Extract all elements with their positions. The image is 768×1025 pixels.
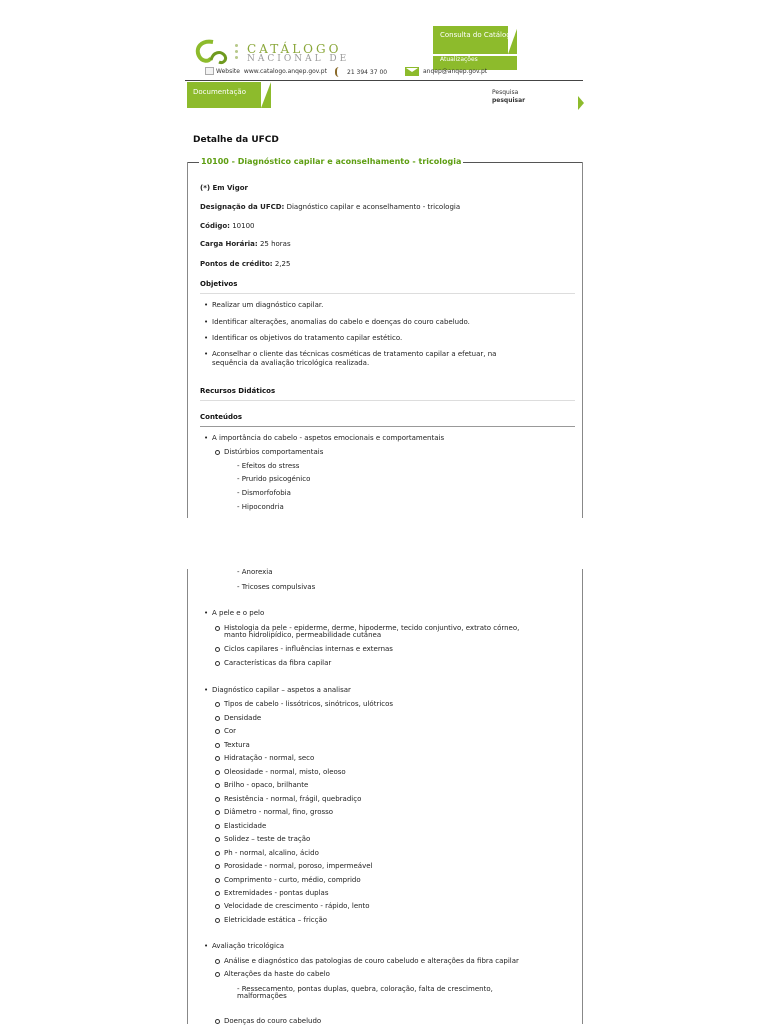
conteudo-section: • Diagnóstico capilar – aspetos a analisar xyxy=(212,686,351,694)
carga-label: Carga Horária: xyxy=(200,240,258,248)
conteudo-subitem-cont: malformações xyxy=(237,992,287,1000)
status-label: (*) Em Vigor xyxy=(200,184,248,192)
pontos-row xyxy=(200,260,290,268)
header-divider xyxy=(185,80,583,81)
logo-dots xyxy=(235,44,241,62)
website-alt: Website xyxy=(216,67,240,75)
fieldset-border-right-cont xyxy=(582,569,583,1024)
website-url: www.catalogo.anqep.gov.pt xyxy=(243,67,327,75)
conteudo-section: • A importância do cabelo - aspetos emocionais e comportamentais xyxy=(212,434,444,442)
conteudo-subsection: Alterações da haste do cabelo xyxy=(224,970,330,978)
conteudo-subsection: Ciclos capilares - influências internas e externas xyxy=(224,645,393,653)
objetivos-heading: Objetivos xyxy=(200,280,238,288)
codigo-value: 10100 xyxy=(232,222,255,230)
objetivo-item: • Aconselhar o cliente das técnicas cosméticas de tratamento capilar a efetuar, na xyxy=(212,350,496,358)
conteudo-subsection: Textura xyxy=(224,741,250,749)
conteudo-subsection: Extremidades - pontas duplas xyxy=(224,889,329,897)
conteudo-section: • Avaliação tricológica xyxy=(212,942,284,950)
conteudo-subsection: Cor xyxy=(224,727,237,735)
conteudo-subsection: Velocidade de crescimento - rápido, lento xyxy=(224,902,370,910)
conteudo-subitem: - Efeitos do stress xyxy=(237,462,300,470)
email-contact[interactable] xyxy=(405,67,487,76)
fieldset-border-left xyxy=(187,162,188,518)
codigo-label: Código: xyxy=(200,222,230,230)
phone-contact xyxy=(335,67,387,77)
tab-consulta-catalogo[interactable]: Consulta do Catálogo xyxy=(433,26,517,54)
conteudo-subsection: Densidade xyxy=(224,714,262,722)
conteudo-subitem: - Dismorfofobia xyxy=(237,489,291,497)
carga-value: 25 horas xyxy=(259,240,291,248)
pontos-value: 2,25 xyxy=(274,260,291,268)
carga-row xyxy=(200,240,291,248)
objetivo-item: • Realizar um diagnóstico capilar. xyxy=(212,301,323,309)
conteudo-subsection: Diâmetro - normal, fino, grosso xyxy=(224,808,334,816)
conteudo-subsection: Resistência - normal, frágil, quebradiço xyxy=(224,795,362,803)
conteudo-subsection: Análise e diagnóstico das patologias de couro cabeludo e alterações da fibra capilar xyxy=(224,957,519,965)
objetivo-item-cont: sequência da avaliação tricológica realizada. xyxy=(212,359,370,367)
logo-subtitle: NACIONAL DE xyxy=(247,54,350,64)
conteudo-subsection: Porosidade - normal, poroso, impermeável xyxy=(224,862,373,870)
conteudo-subsection: Solidez – teste de tração xyxy=(224,835,311,843)
conteudo-subitem: - Anorexia xyxy=(237,568,273,576)
designacao-label: Designação da UFCD: xyxy=(200,203,285,211)
conteudo-section: • A pele e o pelo xyxy=(212,609,264,617)
conteudo-subsection: Tipos de cabelo - lissótricos, sinótricos, ulótricos xyxy=(224,700,394,708)
arrow-right-icon[interactable] xyxy=(578,96,584,110)
search-link[interactable]: pesquisar xyxy=(492,97,526,104)
email-address: anqep@anqep.gov.pt xyxy=(423,68,488,75)
logo-mark-icon xyxy=(193,38,229,66)
conteudo-subsection: Brilho - opaco, brilhante xyxy=(224,781,309,789)
recursos-rule xyxy=(200,400,575,401)
page-title: Detalhe da UFCD xyxy=(193,135,279,145)
conteudo-subitem: - Prurido psicogénico xyxy=(237,475,311,483)
tab-atualizacoes[interactable]: Atualizações xyxy=(433,56,517,70)
designacao-row xyxy=(200,203,460,211)
fieldset-border-left-cont xyxy=(187,569,188,1024)
conteudo-subsection: Ph - normal, alcalino, ácido xyxy=(224,849,319,857)
fieldset-border-right xyxy=(582,162,583,518)
conteudo-subitem: - Hipocondria xyxy=(237,503,284,511)
broken-image-icon xyxy=(205,67,214,75)
conteudo-subsection: Características da fibra capilar xyxy=(224,659,332,667)
website-link[interactable] xyxy=(205,67,327,75)
logo-title: CATÁLOGO xyxy=(247,42,342,56)
phone-icon xyxy=(335,67,343,77)
fieldset-legend: 10100 - Diagnóstico capilar e aconselhamento - tricologia xyxy=(201,157,462,166)
phone-number: 21 394 37 00 xyxy=(347,68,388,76)
objetivo-item: • Identificar os objetivos do tratamento capilar estético. xyxy=(212,334,402,342)
conteudo-subsection-cont: manto hidrolipídico, permeabilidade cutânea xyxy=(224,631,382,639)
designacao-value: Diagnóstico capilar e aconselhamento - tricologia xyxy=(286,203,461,211)
conteudo-subitem: - Tricoses compulsivas xyxy=(237,583,316,591)
conteudos-rule xyxy=(200,426,575,427)
pontos-label: Pontos de crédito: xyxy=(200,260,273,268)
conteudo-subsection: Oleosidade - normal, misto, oleoso xyxy=(224,768,346,776)
codigo-row xyxy=(200,222,255,230)
tab-documentacao[interactable]: Documentação xyxy=(187,82,271,108)
mail-icon xyxy=(405,67,419,76)
conteudo-subsection: Hidratação - normal, seco xyxy=(224,754,315,762)
objetivos-rule xyxy=(200,293,575,294)
conteudo-subsection: Eletricidade estática – fricção xyxy=(224,916,328,924)
conteudo-subsection: Elasticidade xyxy=(224,822,267,830)
conteudo-subsection: Histologia da pele - epiderme, derme, hipoderme, tecido conjuntivo, extrato córneo, xyxy=(224,624,520,632)
conteudo-subsection: Comprimento - curto, médio, comprido xyxy=(224,876,361,884)
objetivo-item: • Identificar alterações, anomalias do cabelo e doenças do couro cabeludo. xyxy=(212,318,470,326)
conteudos-heading: Conteúdos xyxy=(200,413,242,421)
recursos-heading: Recursos Didáticos xyxy=(200,387,276,395)
conteudo-subitem: - Ressecamento, pontas duplas, quebra, coloração, falta de crescimento, xyxy=(237,985,493,993)
conteudo-subsection: Doenças do couro cabeludo xyxy=(224,1017,322,1025)
search-label: Pesquisa xyxy=(492,89,519,96)
conteudo-subsection: Distúrbios comportamentais xyxy=(224,448,324,456)
